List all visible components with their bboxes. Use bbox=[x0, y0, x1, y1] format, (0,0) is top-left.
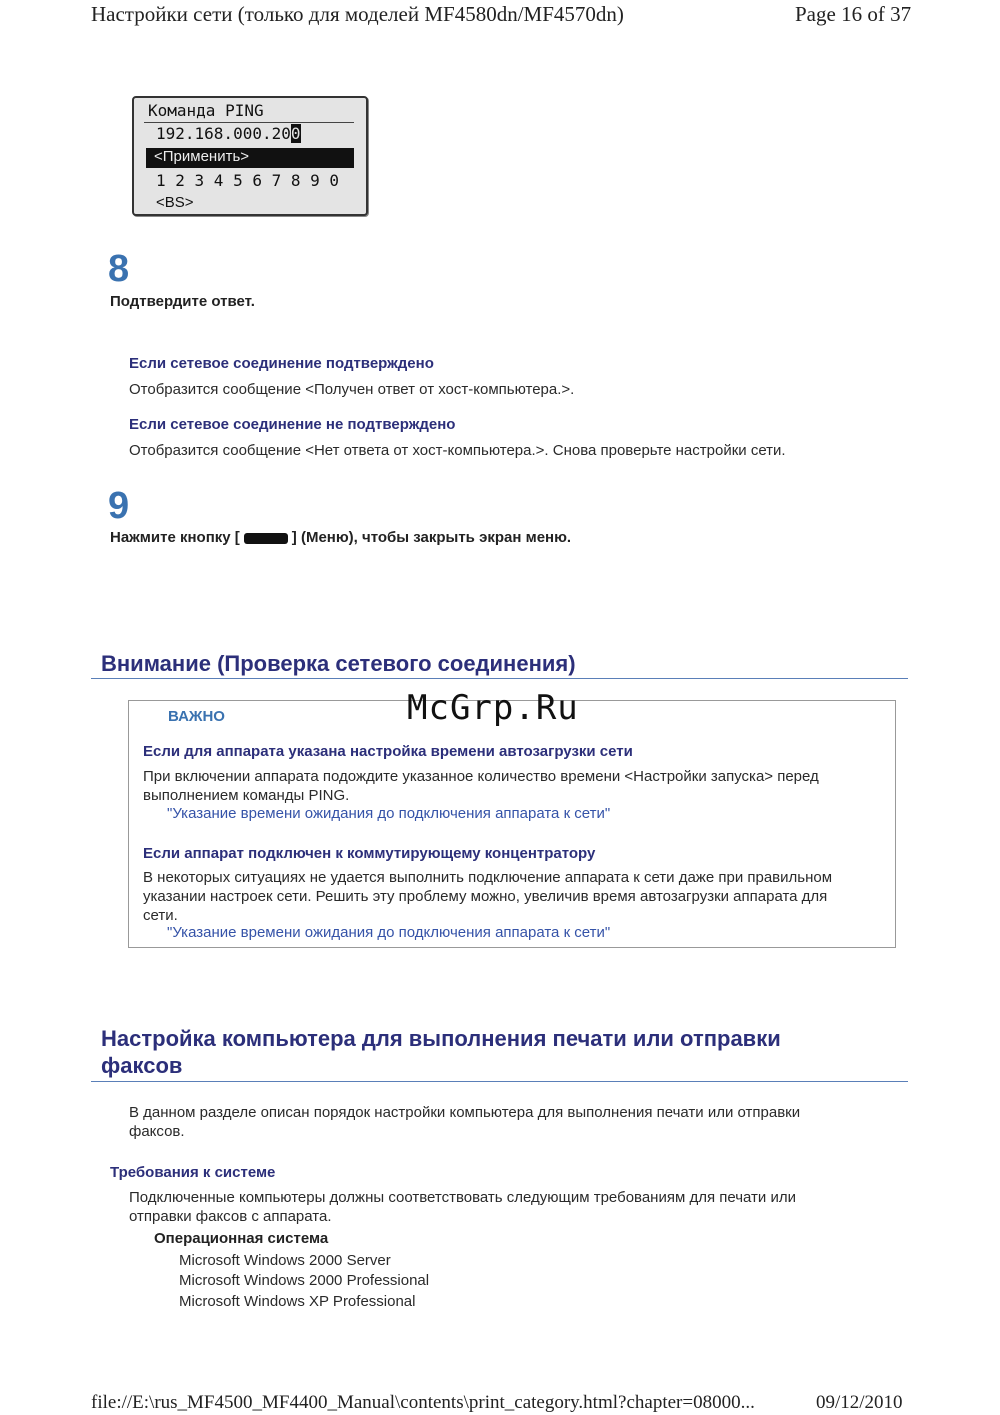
os-item: Microsoft Windows 2000 Server bbox=[179, 1252, 391, 1269]
os-title: Операционная система bbox=[154, 1230, 329, 1247]
important-item1-title: Если для аппарата указана настройка времени автозагрузки сети bbox=[143, 743, 633, 760]
section-heading-rule-2 bbox=[91, 1081, 908, 1082]
section-heading-computer-setup-line2: факсов bbox=[101, 1053, 183, 1078]
step-9-text-before: Нажмите кнопку [ bbox=[110, 529, 240, 546]
step-8-text: Подтвердите ответ. bbox=[110, 293, 255, 310]
important-item2-text-line1: В некоторых ситуациях не удается выполнить подключение аппарата к сети даже при правильном bbox=[143, 869, 833, 886]
section-heading-rule bbox=[91, 678, 908, 679]
step-8-ok-title: Если сетевое соединение подтверждено bbox=[129, 355, 434, 372]
page-header-title: Настройки сети (только для моделей MF4580dn/MF4570dn) bbox=[91, 2, 624, 26]
lcd-backspace: <BS> bbox=[156, 194, 194, 211]
step-8-fail-text: Отобразится сообщение <Нет ответа от хост-компьютера.>. Снова проверьте настройки сети. bbox=[129, 442, 786, 459]
lcd-digits: 1 2 3 4 5 6 7 8 9 0 bbox=[156, 171, 340, 190]
lcd-screen bbox=[132, 96, 368, 216]
page-number: Page 16 of 37 bbox=[795, 2, 912, 26]
section2-intro-line1: В данном разделе описан порядок настройки компьютера для выполнения печати или отправки bbox=[129, 1104, 801, 1121]
important-box bbox=[128, 700, 896, 948]
important-label: ВАЖНО bbox=[168, 708, 225, 725]
requirements-text-line2: отправки факсов с аппарата. bbox=[129, 1208, 332, 1225]
step-9-text-after: ] (Меню), чтобы закрыть экран меню. bbox=[291, 529, 572, 546]
important-item2-title: Если аппарат подключен к коммутирующему концентратору bbox=[143, 845, 596, 862]
important-item1-link[interactable]: "Указание времени ожидания до подключения аппарата к сети" bbox=[167, 805, 611, 822]
lcd-line-command: Команда PING bbox=[148, 101, 264, 120]
lcd-apply-item: <Применить> bbox=[154, 148, 250, 165]
os-item: Microsoft Windows XP Professional bbox=[179, 1293, 416, 1310]
requirements-title: Требования к системе bbox=[110, 1164, 276, 1181]
requirements-text-line1: Подключенные компьютеры должны соответствовать следующим требованиям для печати или bbox=[129, 1189, 796, 1206]
os-item: Microsoft Windows 2000 Professional bbox=[179, 1272, 430, 1289]
important-item2-link[interactable]: "Указание времени ожидания до подключения аппарата к сети" bbox=[167, 924, 611, 941]
lcd-ip-prefix: 192.168.000.20 bbox=[156, 124, 291, 143]
step-9-number: 9 bbox=[108, 485, 130, 527]
important-item2-text-line3: сети. bbox=[143, 907, 178, 924]
footer-date: 09/12/2010 bbox=[816, 1392, 903, 1413]
important-item1-text-line1: При включении аппарата подождите указанное количество времени <Настройки запуска> перед bbox=[143, 768, 819, 785]
important-item1-text-line2: выполнением команды PING. bbox=[143, 787, 350, 804]
menu-key-icon bbox=[244, 533, 288, 544]
step-8-ok-text: Отобразится сообщение <Получен ответ от хост-компьютера.>. bbox=[129, 381, 575, 398]
lcd-ip-address bbox=[156, 124, 301, 143]
step-8-number: 8 bbox=[108, 248, 130, 290]
footer-file-path: file://E:\rus_MF4500_MF4400_Manual\contents\print_category.html?chapter=08000... bbox=[91, 1392, 755, 1413]
step-8-fail-title: Если сетевое соединение не подтверждено bbox=[129, 416, 456, 433]
important-item2-text-line2: указании настроек сети. Решить эту проблему можно, увеличив время автозагрузки аппарата для bbox=[143, 888, 828, 905]
watermark: McGrp.Ru bbox=[407, 688, 579, 728]
section-heading-computer-setup-line1: Настройка компьютера для выполнения печати или отправки bbox=[101, 1026, 781, 1051]
lcd-cursor: 0 bbox=[290, 124, 301, 143]
section2-intro-line2: факсов. bbox=[129, 1123, 185, 1140]
section-heading-network-check: Внимание (Проверка сетевого соединения) bbox=[101, 651, 576, 676]
step-9-text bbox=[110, 529, 571, 546]
lcd-divider bbox=[144, 122, 354, 123]
